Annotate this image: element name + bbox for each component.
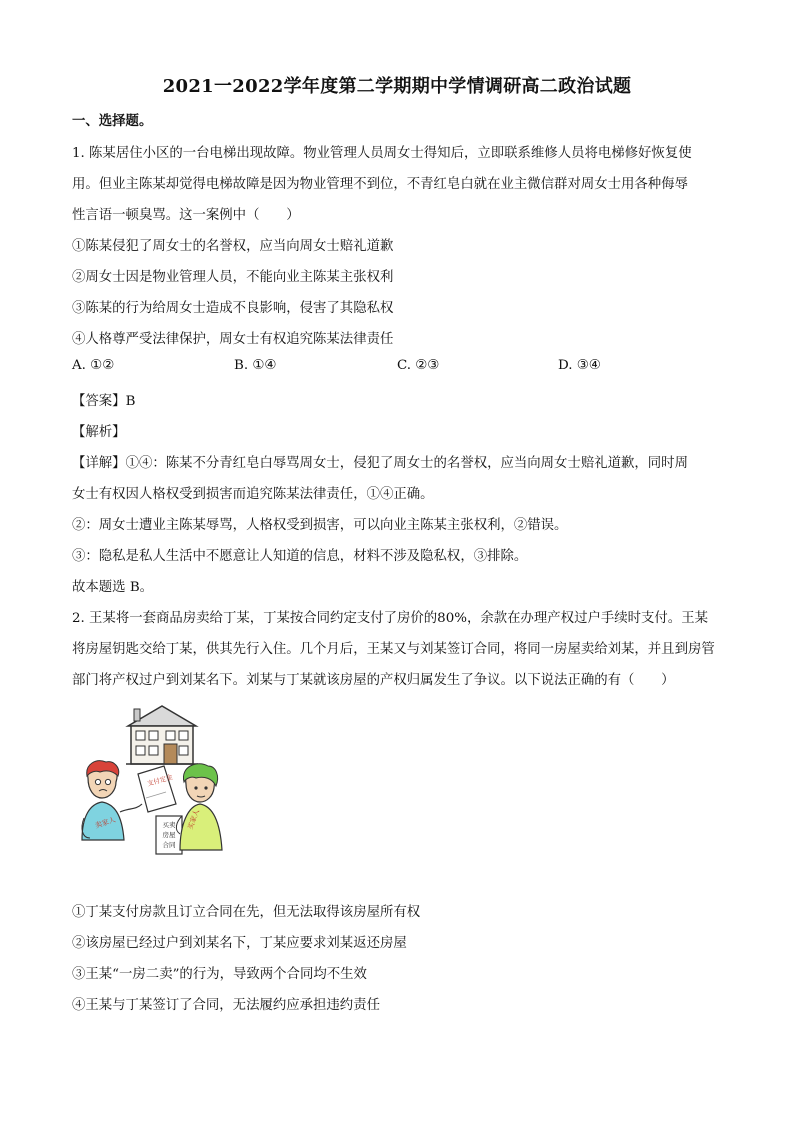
page-title: 2021一2022学年度第二学期期中学情调研高二政治试题 <box>162 76 632 97</box>
q1-answer <box>72 390 135 409</box>
q1-statement-2: ②周女士因是物业管理人员，不能向业主陈某主张权利 <box>72 270 394 285</box>
q1-option-c: C. ②③ <box>397 358 440 373</box>
q1-detail-line-4: ③：隐私是私人生活中不愿意让人知道的信息，材料不涉及隐私权，③排除。 <box>72 549 528 564</box>
q1-option-a: A. ①② <box>72 358 115 373</box>
q1-detail-line-2: 女士有权因人格权受到损害而追究陈某法律责任，①④正确。 <box>72 487 434 502</box>
deposit-document-icon <box>138 766 176 812</box>
q2-statement-3: ③王某“一房二卖”的行为，导致两个合同均不生效 <box>72 967 367 982</box>
q2-stem-line-2: 将房屋钥匙交给丁某，供其先行入住。几个月后，王某又与刘某签订合同，将同一房屋卖给刘某，并且到房管 <box>72 642 715 657</box>
q1-stem-line-3: 性言语一顿臭骂。这一案例中（ ） <box>72 208 300 223</box>
q1-stem-line-2: 用。但业主陈某却觉得电梯故障是因为物业管理不到位，不青红皂白就在业主微信群对周女士用各种侮辱 <box>72 177 688 192</box>
deposit-document-label: 支付定金 <box>146 773 174 788</box>
q1-options <box>72 358 712 378</box>
q2-stem-line-1: 2. 王某将一套商品房卖给丁某，丁某按合同约定支付了房价的80%，余款在办理产权过户手续时支付。王某 <box>72 611 708 626</box>
q1-statement-3: ③陈某的行为给周女士造成不良影响，侵害了其隐私权 <box>72 301 394 316</box>
q1-detail-line-1 <box>72 452 688 471</box>
contract-line-2: 房屋 <box>162 831 176 839</box>
section-heading: 一、选择题。 <box>72 113 153 129</box>
q1-detail-line-3: ②：周女士遭业主陈某辱骂，人格权受到损害，可以向业主陈某主张权利，②错误。 <box>72 518 568 533</box>
q1-stem-line-1: 1. 陈某居住小区的一台电梯出现故障。物业管理人员周女士得知后，立即联系维修人员将电梯修好恢复使 <box>72 146 692 161</box>
contract-line-1: 买卖 <box>162 821 176 829</box>
q1-statement-1: ①陈某侵犯了周女士的名誉权，应当向周女士赔礼道歉 <box>72 239 394 254</box>
house-sale-illustration <box>76 700 226 860</box>
q1-statement-4: ④人格尊严受法律保护，周女士有权追究陈某法律责任 <box>72 332 394 347</box>
q2-statement-4: ④王某与丁某签订了合同，无法履约应承担违约责任 <box>72 998 380 1013</box>
buyer-label: 买家人 <box>186 808 202 831</box>
q1-option-b: B. ①④ <box>234 358 277 373</box>
answer-label: 【答案】 <box>72 394 126 409</box>
detail-text-1: ①④：陈某不分青红皂白辱骂周女士，侵犯了周女士的名誉权，应当向周女士赔礼道歉，同时周 <box>125 456 688 471</box>
detail-label: 【详解】 <box>72 456 126 471</box>
house-icon <box>126 706 198 764</box>
seller-label: 卖家人 <box>94 815 117 830</box>
q1-option-d: D. ③④ <box>558 358 601 373</box>
seller-figure <box>82 761 142 840</box>
answer-value: B <box>125 394 136 409</box>
buyer-figure <box>176 764 222 850</box>
contract-line-3: 合同 <box>162 841 176 849</box>
q1-analysis-label: 【解析】 <box>72 425 126 440</box>
q2-stem-line-3: 部门将产权过户到刘某名下。刘某与丁某就该房屋的产权归属发生了争议。以下说法正确的有（ ） <box>72 673 675 688</box>
q2-statement-2: ②该房屋已经过户到刘某名下，丁某应要求刘某返还房屋 <box>72 936 407 951</box>
q1-detail-line-5: 故本题选 B。 <box>72 580 154 595</box>
q2-statement-1: ①丁某支付房款且订立合同在先，但无法取得该房屋所有权 <box>72 905 421 920</box>
